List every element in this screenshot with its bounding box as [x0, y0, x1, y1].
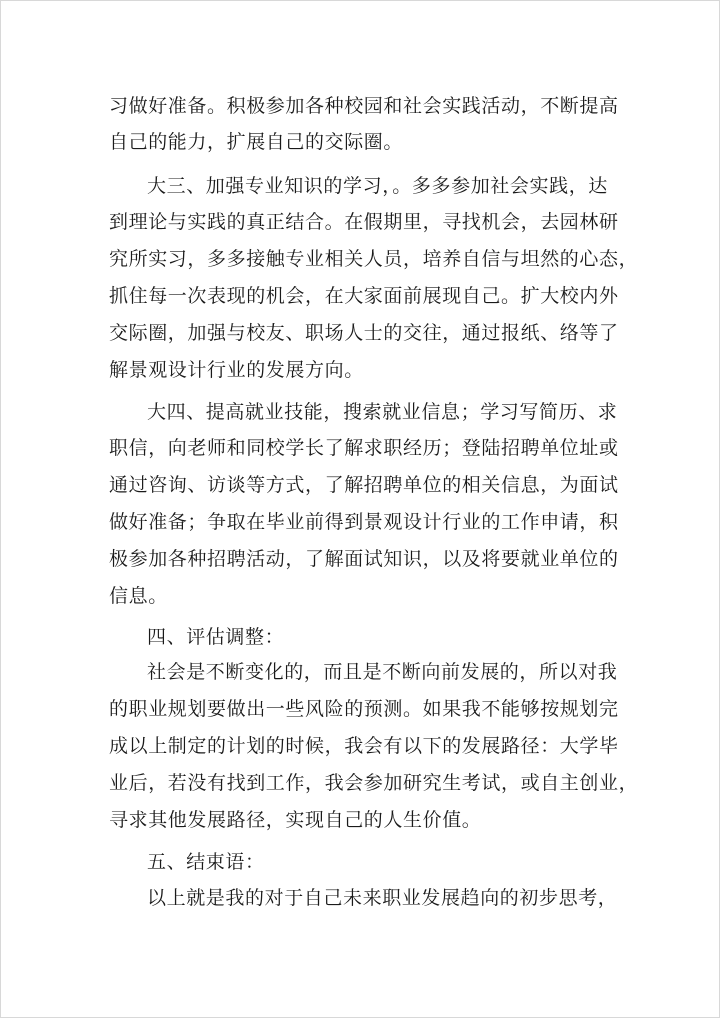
text-line: 的职业规划要做出一些风险的预测。如果我不能够按规划完 [109, 698, 619, 720]
text-line: 到理论与实践的真正结合。在假期里，寻找机会，去园林研 [109, 211, 619, 233]
text-line: 信息。 [109, 585, 168, 607]
section-heading: 五、结束语： [147, 851, 265, 873]
text-line: 大三、加强专业知识的学习，。多多参加社会实践，达 [147, 175, 608, 197]
text-line: 极参加各种招聘活动，了解面试知识，以及将要就业单位的 [109, 548, 619, 570]
text-line: 习做好准备。积极参加各种校园和社会实践活动，不断提高 [109, 95, 619, 117]
text-line: 社会是不断变化的，而且是不断向前发展的，所以对我 [147, 661, 618, 683]
text-line: 解景观设计行业的发展方向。 [109, 359, 364, 381]
text-line: 职信，向老师和同校学长了解求职经历；登陆招聘单位址或 [109, 437, 619, 459]
text-line: 大四、提高就业技能，搜索就业信息；学习写简历、求 [147, 401, 618, 423]
text-line: 交际圈，加强与校友、职场人士的交往，通过报纸、络等了 [109, 322, 619, 344]
text-line: 通过咨询、访谈等方式，了解招聘单位的相关信息，为面试 [109, 474, 619, 496]
text-line: 究所实习，多多接触专业相关人员，培养自信与坦然的心态， [109, 248, 639, 270]
section-heading: 四、评估调整： [147, 626, 285, 648]
text-line: 成以上制定的计划的时候，我会有以下的发展路径：大学毕 [109, 735, 619, 757]
text-line: 做好准备；争取在毕业前得到景观设计行业的工作申请，积 [109, 511, 619, 533]
text-line: 自己的能力，扩展自己的交际圈。 [109, 131, 404, 153]
text-line: 寻求其他发展路径，实现自己的人生价值。 [109, 809, 482, 831]
text-line: 抓住每一次表现的机会，在大家面前展现自己。扩大校内外 [109, 285, 619, 307]
text-line: 业后，若没有找到工作，我会参加研究生考试，或自主创业， [109, 772, 639, 794]
text-line: 以上就是我的对于自己未来职业发展趋向的初步思考， [147, 887, 618, 909]
